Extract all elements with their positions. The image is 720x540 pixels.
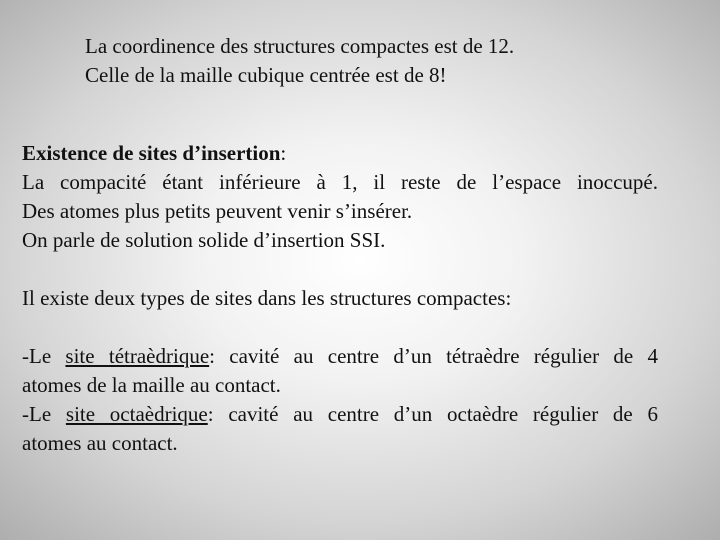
- tetrahedral-definition: : cavité au centre d’un tétraèdre régulier de 4: [209, 344, 658, 368]
- tetrahedral-site-line: [22, 342, 658, 371]
- spacer: [22, 255, 658, 284]
- tetrahedral-site-continuation: atomes de la maille au contact.: [22, 373, 281, 397]
- insertion-heading-colon: :: [280, 141, 287, 165]
- intro-line-coordination-cubic: Celle de la maille cubique centrée est de 8!: [85, 63, 447, 87]
- octahedral-definition: : cavité au centre d’un octaèdre régulier de 6: [207, 402, 658, 426]
- site-types-intro: Il existe deux types de sites dans les structures compactes:: [22, 286, 512, 310]
- ssi-line: On parle de solution solide d’insertion SSI.: [22, 228, 386, 252]
- compactness-line: La compacité étant inférieure à 1, il reste de l’espace inoccupé.: [22, 170, 658, 194]
- octahedral-site-continuation: atomes au contact.: [22, 431, 178, 455]
- octahedral-site-term: site octaèdrique: [65, 402, 208, 426]
- insertion-heading: Existence de sites d’insertion: [22, 141, 281, 165]
- spacer: [22, 313, 658, 342]
- tetrahedral-prefix: -Le: [22, 344, 66, 368]
- octahedral-site-line: [22, 400, 658, 429]
- smaller-atoms-line: Des atomes plus petits peuvent venir s’insérer.: [22, 199, 413, 223]
- tetrahedral-site-term: site tétraèdrique: [65, 344, 210, 368]
- insertion-heading-line: [22, 139, 658, 168]
- main-text-block: [22, 139, 658, 458]
- intro-block: [85, 32, 685, 90]
- intro-line-coordination-compact: La coordinence des structures compactes est de 12.: [85, 34, 515, 58]
- octahedral-prefix: -Le: [22, 402, 66, 426]
